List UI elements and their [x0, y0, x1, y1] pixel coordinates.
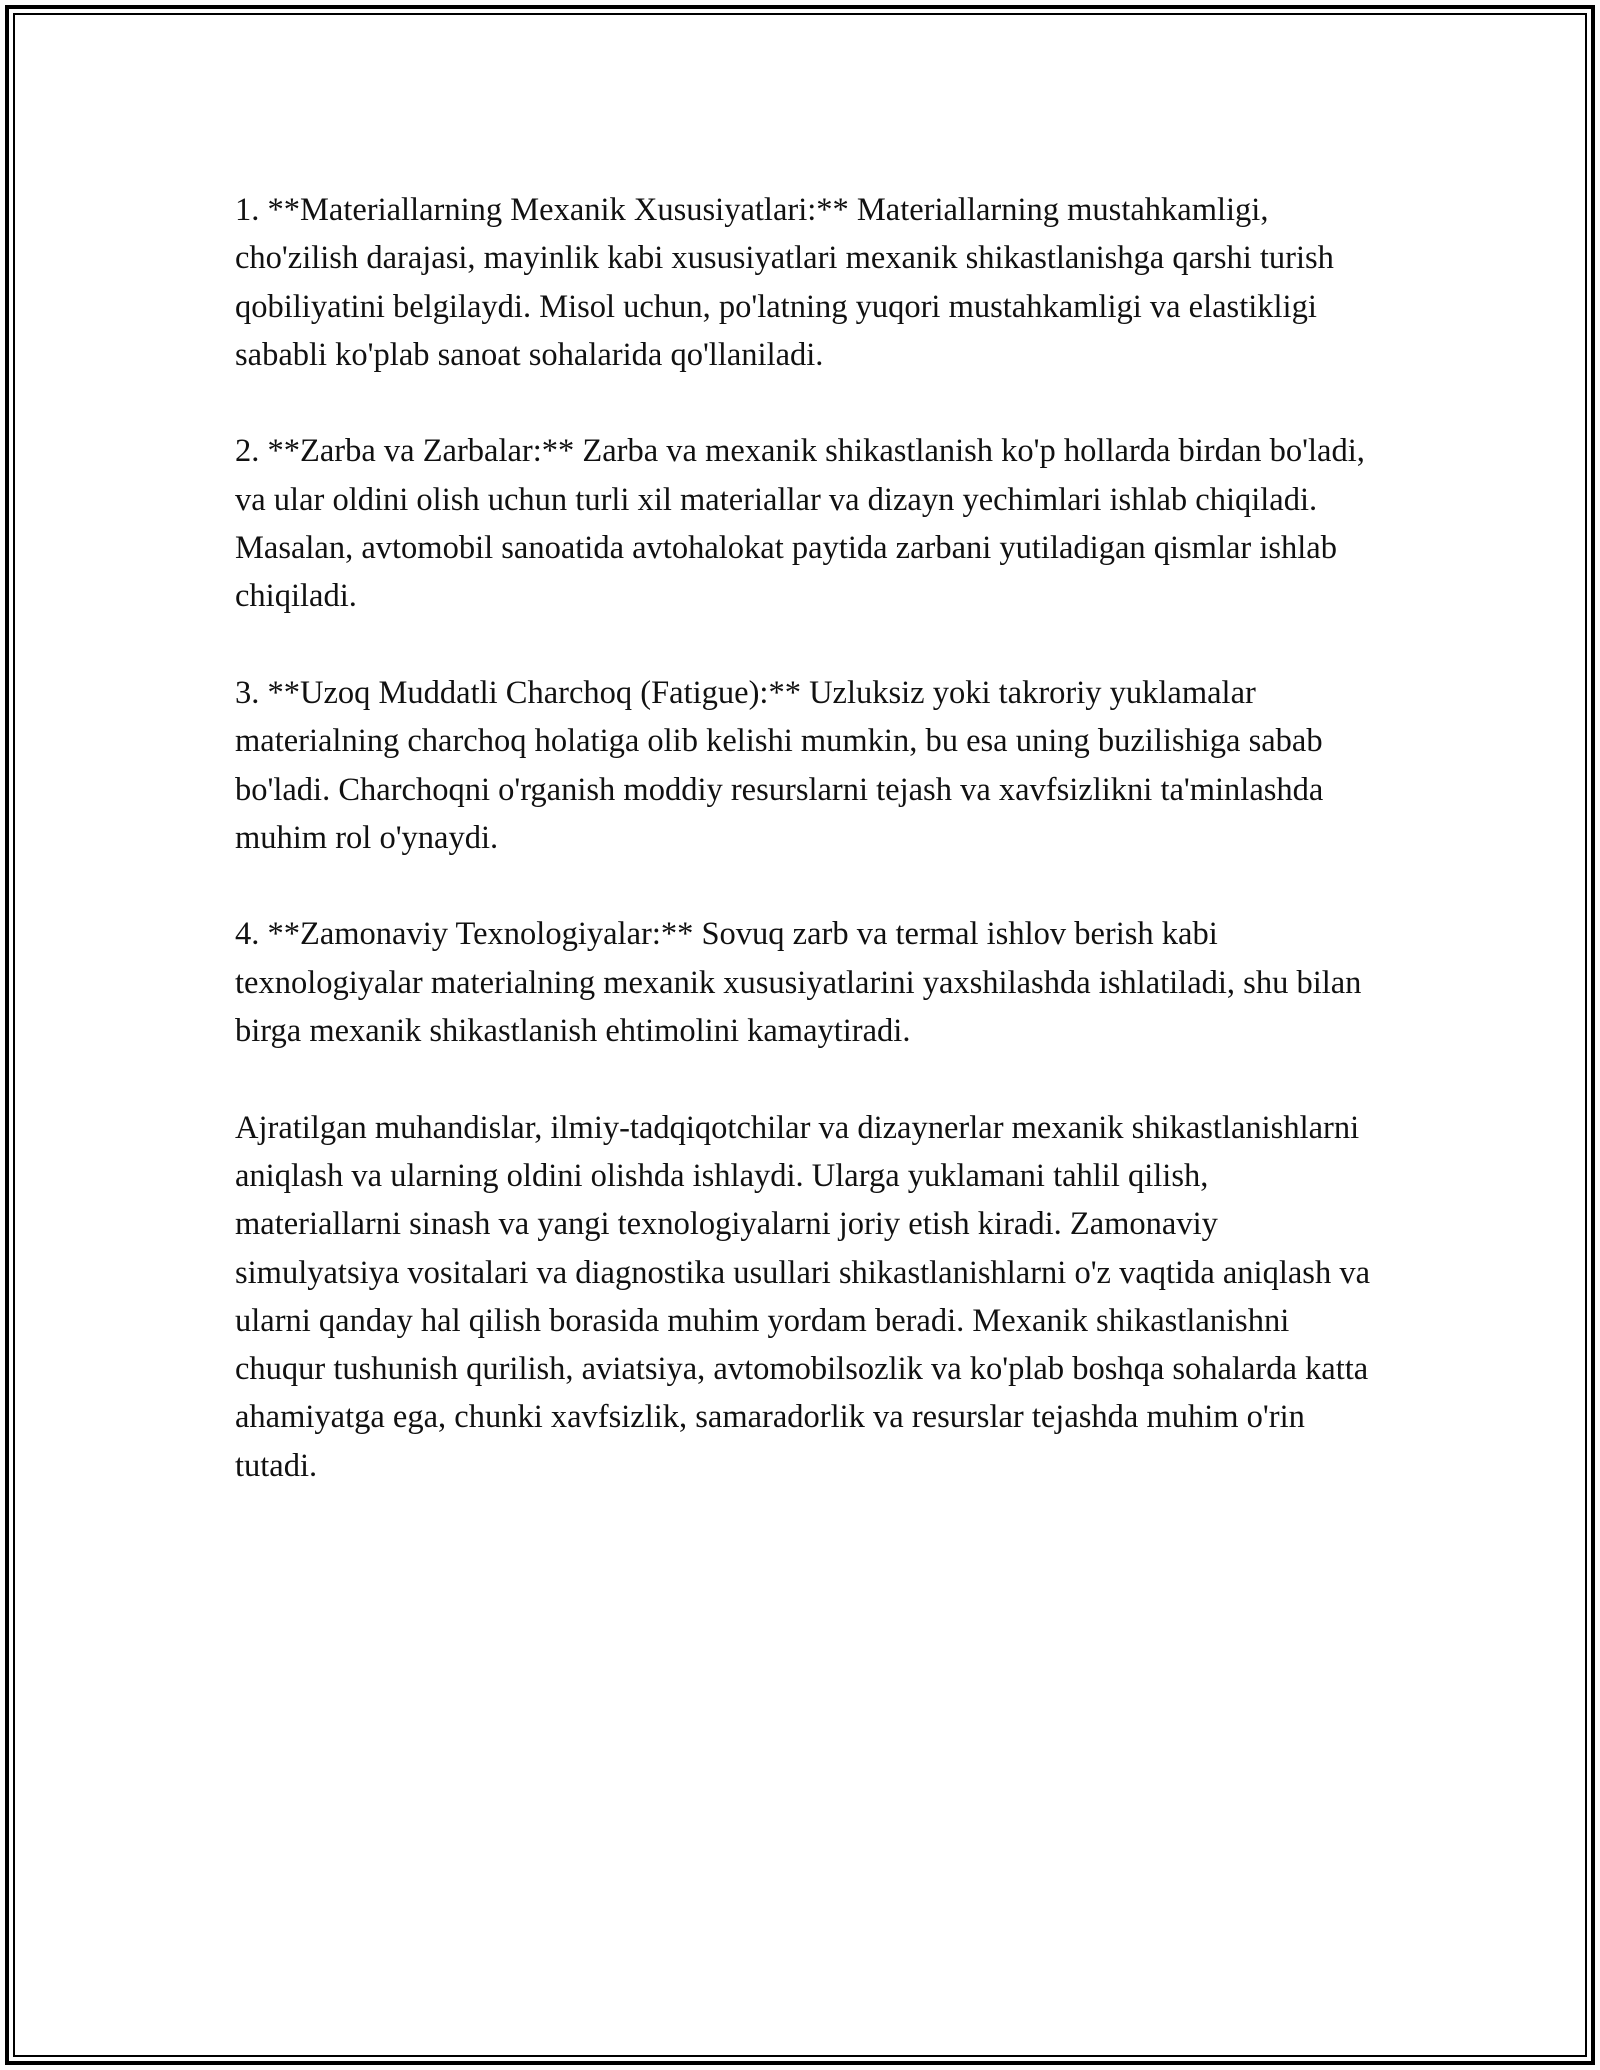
paragraph-material-properties: 1. **Materiallarning Mexanik Xususiyatlari:** Materiallarning mustahkamligi, cho'zilish darajasi, mayinlik kabi xususiyatlari mexanik shikastlanishga qarshi turish qobiliyatini belgilaydi. Misol uchun, po'latning yuqori mustahkamligi va elastikligi sababli ko'plab sanoat sohalarida qo'llaniladi. [235, 192, 1334, 373]
paragraph-impact: 2. **Zarba va Zarbalar:** Zarba va mexanik shikastlanish ko'p hollarda birdan bo'ladi, va ular oldini olish uchun turli xil materiallar va dizayn yechimlari ishlab chiqiladi. Masalan, avtomobil sanoatida avtohalokat paytida zarbani yutiladigan qismlar ishlab chiqiladi. [235, 433, 1365, 615]
paragraph-fatigue: 3. **Uzoq Muddatli Charchoq (Fatigue):** Uzluksiz yoki takroriy yuklamalar materialning charchoq holatiga olib kelishi mumkin, bu esa uning buzilishiga sabab bo'ladi. Charchoqni o'rganish moddiy resurslarni tejash va xavfsizlikni ta'minlashda muhim rol o'ynaydi. [235, 674, 1324, 856]
paragraph-modern-technologies: 4. **Zamonaviy Texnologiyalar:** Sovuq zarb va termal ishlov berish kabi texnologiyalar materialning mexanik xususiyatlarini yaxshilashda ishlatiladi, shu bilan birga mexanik shikastlanish ehtimolini kamaytiradi. [235, 916, 1362, 1050]
paragraph-conclusion: Ajratilgan muhandislar, ilmiy-tadqiqotchilar va dizaynerlar mexanik shikastlanishlarni aniqlash va ularning oldini olishda ishlaydi. Ularga yuklamani tahlil qilish, materiallarni sinash va yangi texnologiyalarni joriy etish kiradi. Zamonaviy simulyatsiya vositalari va diagnostika usullari shikastlanishlarni o'z vaqtida aniqlash va ularni qanday hal qilish borasida muhim yordam beradi. Mexanik shikastlanishni chuqur tushunish qurilish, aviatsiya, avtomobilsozlik va ko'plab boshqa sohalarda katta ahamiyatga ega, chunki xavfsizlik, samaradorlik va resurslar tejashda muhim o'rin tutadi. [235, 1109, 1370, 1484]
document-body [235, 186, 1370, 1538]
